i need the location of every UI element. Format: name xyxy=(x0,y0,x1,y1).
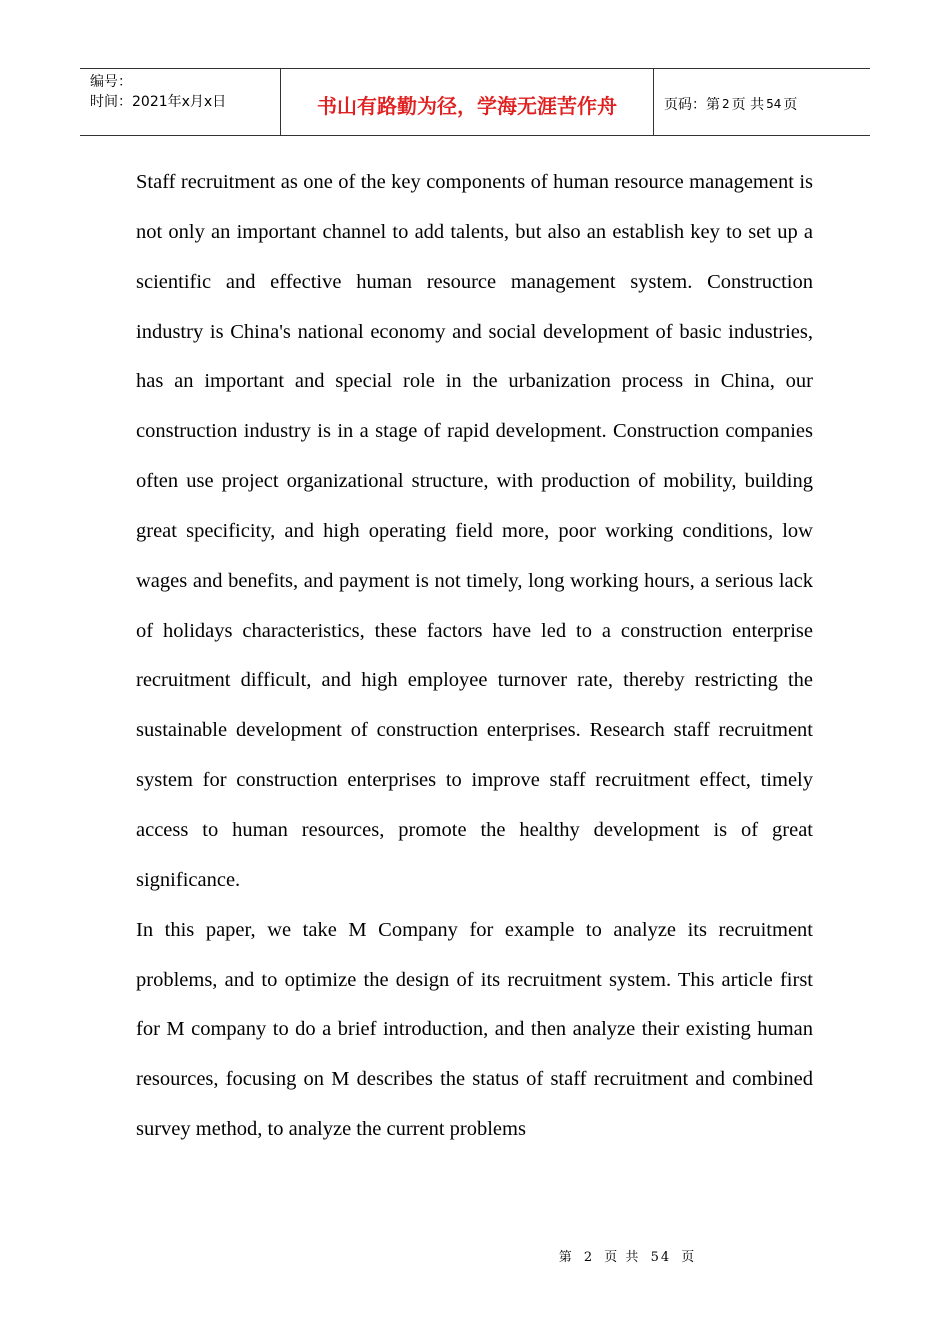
page-footer xyxy=(0,1246,950,1265)
footer-mid: 页 共 xyxy=(604,1250,641,1265)
page-label: 页码：第 xyxy=(664,97,720,113)
page-header xyxy=(80,68,870,136)
paragraph: Staff recruitment as one of the key components of human resource management is not only an important channel to add talents, but also an establish key to set up a scientific and effective human resource management system. Construction industry is China's national economy and social development of basic industries, has an important and special role in the urbanization process in China, our construction industry is in a stage of rapid development. Construction companies often use project organizational structure, with production of mobility, building great specificity, and high operating field more, poor working conditions, low wages and benefits, and payment is not timely, long working hours, a serious lack of holidays characteristics, these factors have led to a construction enterprise recruitment difficult, and high employee turnover rate, thereby restricting the sustainable development of construction enterprises. Research staff recruitment system for construction enterprises to improve staff recruitment effect, timely access to human resources, promote the healthy development is of great significance. xyxy=(136,171,813,891)
paragraph: In this paper, we take M Company for example to analyze its recruitment problems, and to optimize the design of its recruitment system. This article first for M company to do a brief introduction, and then analyze their existing human resources, focusing on M describes the status of staff recruitment and combined survey method, to analyze the current problems xyxy=(136,918,813,1141)
footer-total: 54 xyxy=(650,1250,672,1265)
header-page-info xyxy=(654,69,870,135)
page-mid: 页 共 xyxy=(731,97,765,113)
footer-current: 2 xyxy=(583,1250,595,1265)
page-total: 54 xyxy=(766,97,782,111)
number-label: 编号： xyxy=(90,74,132,90)
time-label: 时间：2021年x月x日 xyxy=(90,94,227,110)
footer-prefix: 第 xyxy=(558,1250,574,1265)
footer-suffix: 页 xyxy=(681,1250,697,1265)
page-current: 2 xyxy=(722,97,730,111)
page-end: 页 xyxy=(783,97,798,113)
header-motto: 书山有路勤为径，学海无涯苦作舟 xyxy=(281,69,654,135)
header-meta xyxy=(80,69,281,135)
document-body xyxy=(136,158,813,1155)
